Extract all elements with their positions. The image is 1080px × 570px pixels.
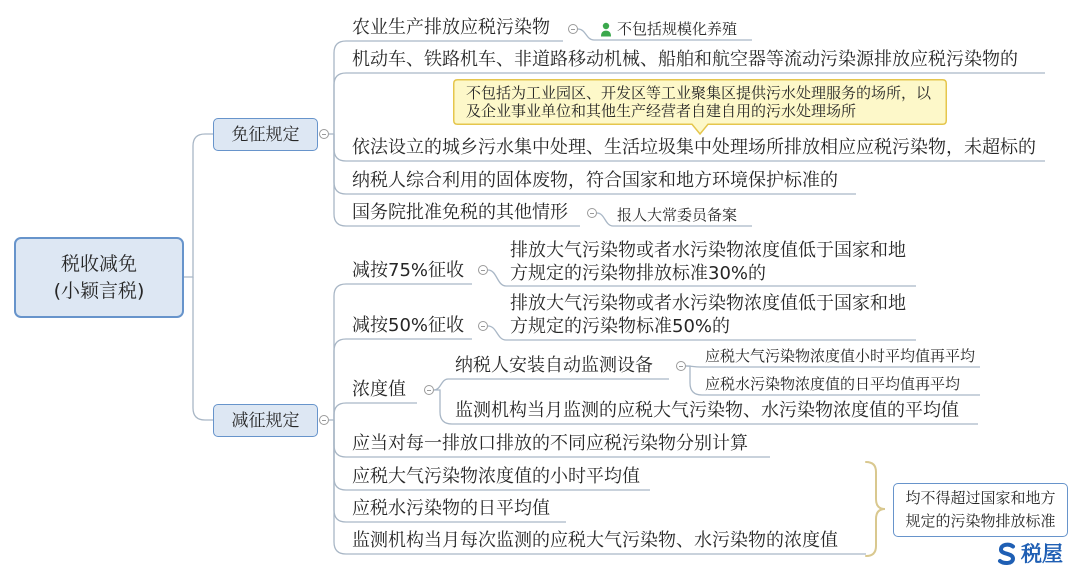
connector-root-exempt (184, 134, 213, 277)
collapse-toggle-reduce-item-2[interactable] (478, 321, 488, 331)
collapse-toggle-reduce[interactable] (319, 415, 329, 425)
callout-line-2: 及企业事业单位和其他生产经营者自建自用的污水处理场所 (466, 102, 857, 120)
underline-monitoring-child-1 (686, 366, 980, 367)
reduce-item-1[interactable]: 减按75%征收 (352, 260, 465, 281)
reduce-item-concentration[interactable]: 浓度值 (352, 379, 406, 400)
detail-line-1: 排放大气污染物或者水污染物浓度值低于国家和地 (510, 240, 906, 261)
collapse-toggle-reduce-item-1[interactable] (478, 265, 488, 275)
collapse-toggle-concentration[interactable] (424, 385, 434, 395)
exempt-item-5[interactable]: 国务院批准免税的其他情形 (352, 202, 568, 223)
reduce-item-2[interactable]: 减按50%征收 (352, 315, 465, 336)
summary-line-1: 均不得超过国家和地方 (905, 489, 1056, 507)
s-logo-icon (996, 542, 1018, 566)
underline-reduce-item-3 (334, 403, 417, 420)
reduce-item-5[interactable]: 应税大气污染物浓度值的小时平均值 (352, 466, 640, 487)
root-subtitle: (小颖言税) (53, 279, 145, 302)
branch-reduce-label: 减征规定 (231, 410, 300, 431)
auto-monitoring-air[interactable]: 应税大气污染物浓度值小时平均值再平均 (705, 347, 976, 365)
reduce-item-4[interactable]: 应当对每一排放口排放的不同应税污染物分别计算 (352, 433, 748, 454)
summary-box[interactable] (893, 483, 1068, 537)
person-icon (600, 22, 612, 37)
summary-bracket (866, 462, 885, 556)
connector-root-reduce (193, 277, 213, 420)
underline-concentration-child-1 (434, 379, 669, 390)
logo (996, 541, 1063, 567)
reduce-item-6[interactable]: 应税水污染物的日平均值 (352, 498, 550, 519)
exempt-item-2[interactable]: 机动车、铁路机车、非道路移动机械、船舶和航空器等流动污染源排放应税污染物的 (352, 49, 1018, 70)
callout-note[interactable] (453, 79, 947, 135)
detail-line-2: 方规定的污染物排放标准30%的 (510, 263, 767, 284)
reduce-item-1-detail[interactable] (510, 239, 906, 285)
exempt-item-4[interactable]: 纳税人综合利用的固体废物，符合国家和地方环境保护标准的 (352, 170, 838, 191)
detail-line-1: 排放大气污染物或者水污染物浓度值低于国家和地 (510, 293, 906, 314)
exempt-item-5-child[interactable]: 报人大常委员备案 (617, 206, 738, 224)
collapse-toggle-auto-monitoring[interactable] (676, 361, 686, 371)
summary-line-2: 规定的污染物排放标准 (905, 512, 1056, 530)
reduce-item-7[interactable]: 监测机构当月每次监测的应税大气污染物、水污染物的浓度值 (352, 530, 838, 551)
collapse-toggle-exempt-item-5[interactable] (587, 208, 597, 218)
collapse-toggle-exempt-item-1[interactable] (568, 24, 578, 34)
concentration-agency-monthly-average[interactable]: 监测机构当月监测的应税大气污染物、水污染物浓度值的平均值 (455, 400, 959, 421)
exempt-item-3[interactable]: 依法设立的城乡污水集中处理、生活垃圾集中处理场所排放相应应税污染物，未超标的 (352, 137, 1036, 158)
branch-exempt[interactable] (213, 118, 318, 151)
concentration-auto-monitoring[interactable]: 纳税人安装自动监测设备 (455, 355, 653, 376)
branch-exempt-label: 免征规定 (231, 124, 300, 145)
reduce-item-2-detail[interactable] (510, 292, 906, 338)
logo-text: 税屋 (1021, 542, 1063, 566)
collapse-toggle-exempt[interactable] (319, 129, 329, 139)
callout-line-1: 不包括为工业园区、开发区等工业聚集区提供污水处理服务的场所，以 (466, 84, 932, 102)
root-title: 税收减免 (60, 252, 137, 275)
branch-reduce[interactable] (213, 404, 318, 437)
auto-monitoring-water[interactable]: 应税水污染物浓度值的日平均值再平均 (705, 375, 961, 393)
exempt-item-1[interactable]: 农业生产排放应税污染物 (352, 17, 550, 38)
detail-line-2: 方规定的污染物标准50%的 (510, 316, 731, 337)
exempt-item-1-note[interactable]: 不包括规模化养殖 (617, 20, 738, 38)
root-topic[interactable] (14, 237, 184, 318)
